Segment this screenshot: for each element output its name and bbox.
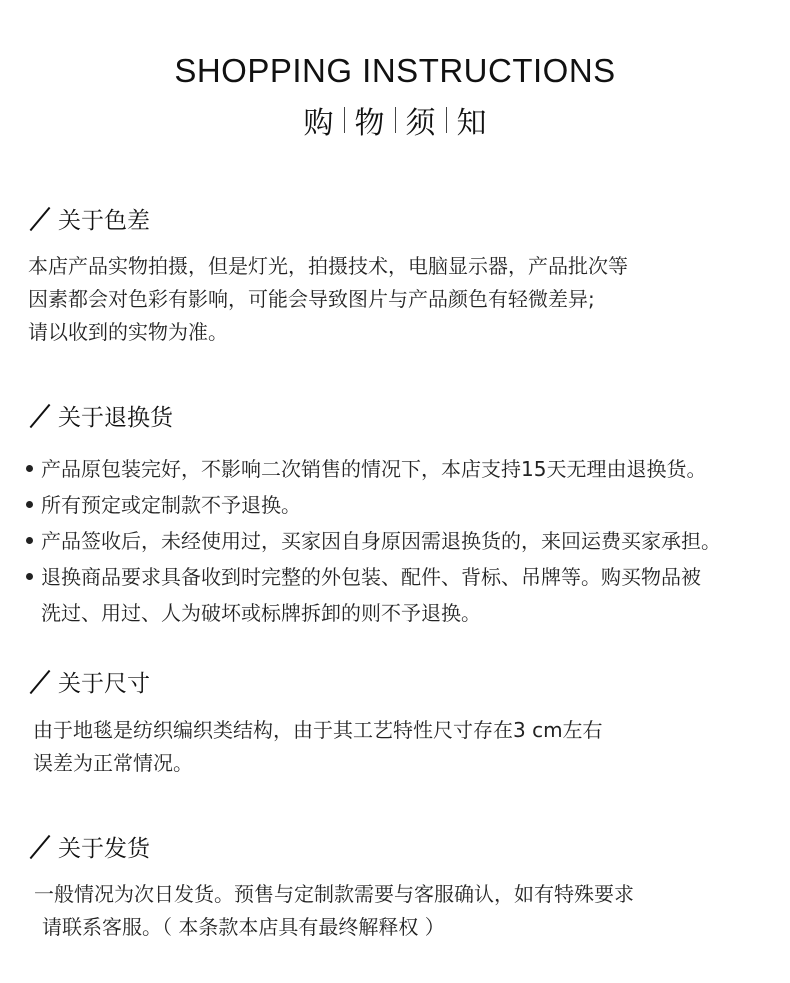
- list-item: [26, 451, 721, 487]
- title-char: 须: [405, 106, 436, 141]
- list-item-text: 产品原包装完好，不影响二次销售的情况下，本店支持15天无理由退换货。: [41, 457, 707, 481]
- section-heading-label: 关于退换货: [58, 405, 173, 431]
- bullet-icon: [26, 573, 33, 580]
- section-heading-label: 关于尺寸: [58, 671, 150, 697]
- text-line: 请以收到的实物为准。: [28, 320, 228, 344]
- section-heading-size: [28, 665, 150, 698]
- color-diff-text: [28, 250, 628, 349]
- list-item-text: 产品签收后，未经使用过，买家因自身原因需退换货的，来回运费买家承担。: [41, 529, 721, 553]
- section-heading-color: [28, 202, 150, 235]
- list-item: [26, 559, 721, 595]
- shipping-text: [34, 878, 634, 944]
- bullet-icon: [26, 465, 33, 472]
- title-char: 物: [354, 106, 385, 141]
- text-line: 误差为正常情况。: [33, 751, 193, 775]
- list-item-text: 所有预定或定制款不予退换。: [41, 493, 301, 517]
- section-heading-label: 关于发货: [58, 836, 150, 862]
- title-char: 知: [456, 106, 487, 141]
- text-line: 请联系客服。（ 本条款本店具有最终解释权 ）: [42, 915, 445, 939]
- list-item: [26, 487, 721, 523]
- slash-icon: [28, 207, 52, 231]
- text-line: 由于地毯是纺织编织类结构，由于其工艺特性尺寸存在3 cm左右: [33, 718, 603, 742]
- size-text: [33, 714, 603, 780]
- slash-icon: [28, 670, 52, 694]
- title-char: 购: [303, 106, 334, 141]
- list-item-continuation: [26, 595, 721, 631]
- section-heading-shipping: [28, 830, 150, 863]
- slash-icon: [28, 404, 52, 428]
- page-title-en: SHOPPING INSTRUCTIONS: [174, 52, 616, 89]
- bullet-icon: [26, 501, 33, 508]
- bullet-icon: [26, 537, 33, 544]
- section-heading-label: 关于色差: [58, 208, 150, 234]
- list-item-text: 洗过、用过、人为破坏或标牌拆卸的则不予退换。: [41, 601, 481, 625]
- returns-list: [26, 451, 721, 631]
- text-line: 本店产品实物拍摄，但是灯光，拍摄技术，电脑显示器，产品批次等: [28, 254, 628, 278]
- page-title-zh: [0, 98, 790, 142]
- list-item-text: 退换商品要求具备收到时完整的外包装、配件、背标、吊牌等。购买物品被: [41, 565, 701, 589]
- text-line: 一般情况为次日发货。预售与定制款需要与客服确认，如有特殊要求: [34, 882, 634, 906]
- slash-icon: [28, 835, 52, 859]
- text-line: 因素都会对色彩有影响，可能会导致图片与产品颜色有轻微差异;: [28, 287, 595, 311]
- section-heading-returns: [28, 399, 173, 432]
- list-item: [26, 523, 721, 559]
